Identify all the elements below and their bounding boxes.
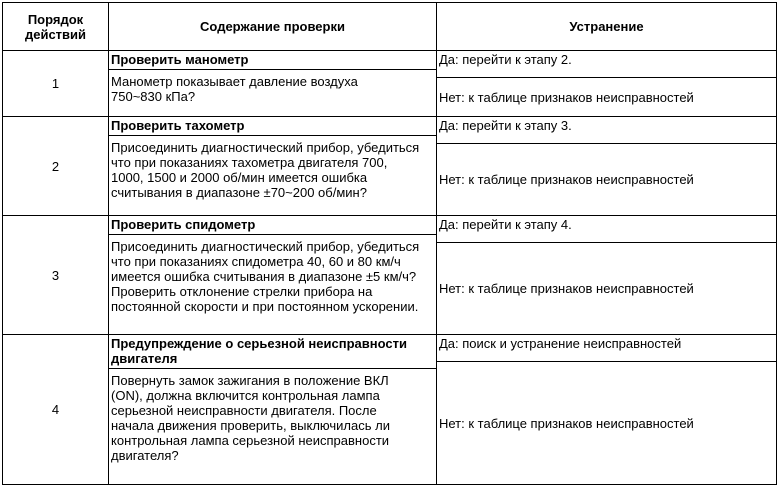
check-content-cell	[109, 51, 437, 117]
remedy-yes: Да: перейти к этапу 3.	[437, 117, 777, 144]
remedy-no: Нет: к таблице признаков неисправностей	[437, 78, 777, 117]
remedy-no: Нет: к таблице признаков неисправностей	[437, 362, 777, 485]
step-number: 1	[3, 51, 109, 117]
table-row	[3, 335, 777, 362]
step-number: 4	[3, 335, 109, 485]
step-number: 2	[3, 117, 109, 216]
header-step-order: Порядок действий	[3, 3, 109, 51]
check-title: Проверить тахометр	[109, 117, 436, 136]
remedy-no: Нет: к таблице признаков неисправностей	[437, 243, 777, 335]
check-content-cell	[109, 335, 437, 485]
check-description: Присоединить диагностический прибор, убедиться что при показаниях спидометра 40, 60 и 80 км/ч имеется ошибка считывания в диапазоне ±5 км/ч? Проверить отклонение стрелки прибора на постоянной скорости и при постоянном ускорении.	[111, 239, 420, 314]
remedy-yes: Да: перейти к этапу 2.	[437, 51, 777, 78]
header-check-content: Содержание проверки	[109, 3, 437, 51]
table-row	[3, 51, 777, 78]
check-title: Проверить спидометр	[109, 216, 436, 235]
table-row	[3, 216, 777, 243]
header-remedy: Устранение	[437, 3, 777, 51]
check-description: Присоединить диагностический прибор, убедиться что при показаниях тахометра двигателя 700, 1000, 1500 и 2000 об/мин имеется ошибка считывания в диапазоне ±70~200 об/мин?	[111, 140, 420, 200]
check-content-cell	[109, 216, 437, 335]
check-description: Повернуть замок зажигания в положение ВКЛ (ON), должна включится контрольная лампа серьезной неисправности двигателя. После начала движения проверить, выключилась ли контрольная лампа серьезной неисправности двигателя?	[111, 373, 390, 463]
check-description: Манометр показывает давление воздуха 750~830 кПа?	[111, 74, 358, 104]
table-header-row	[3, 3, 777, 51]
table-row	[3, 117, 777, 144]
step-number: 3	[3, 216, 109, 335]
check-title: Предупреждение о серьезной неисправности двигателя	[109, 335, 436, 369]
check-content-cell	[109, 117, 437, 216]
check-title: Проверить манометр	[109, 51, 436, 70]
remedy-yes: Да: перейти к этапу 4.	[437, 216, 777, 243]
remedy-yes: Да: поиск и устранение неисправностей	[437, 335, 777, 362]
diagnostic-table	[2, 2, 777, 485]
remedy-no: Нет: к таблице признаков неисправностей	[437, 144, 777, 216]
